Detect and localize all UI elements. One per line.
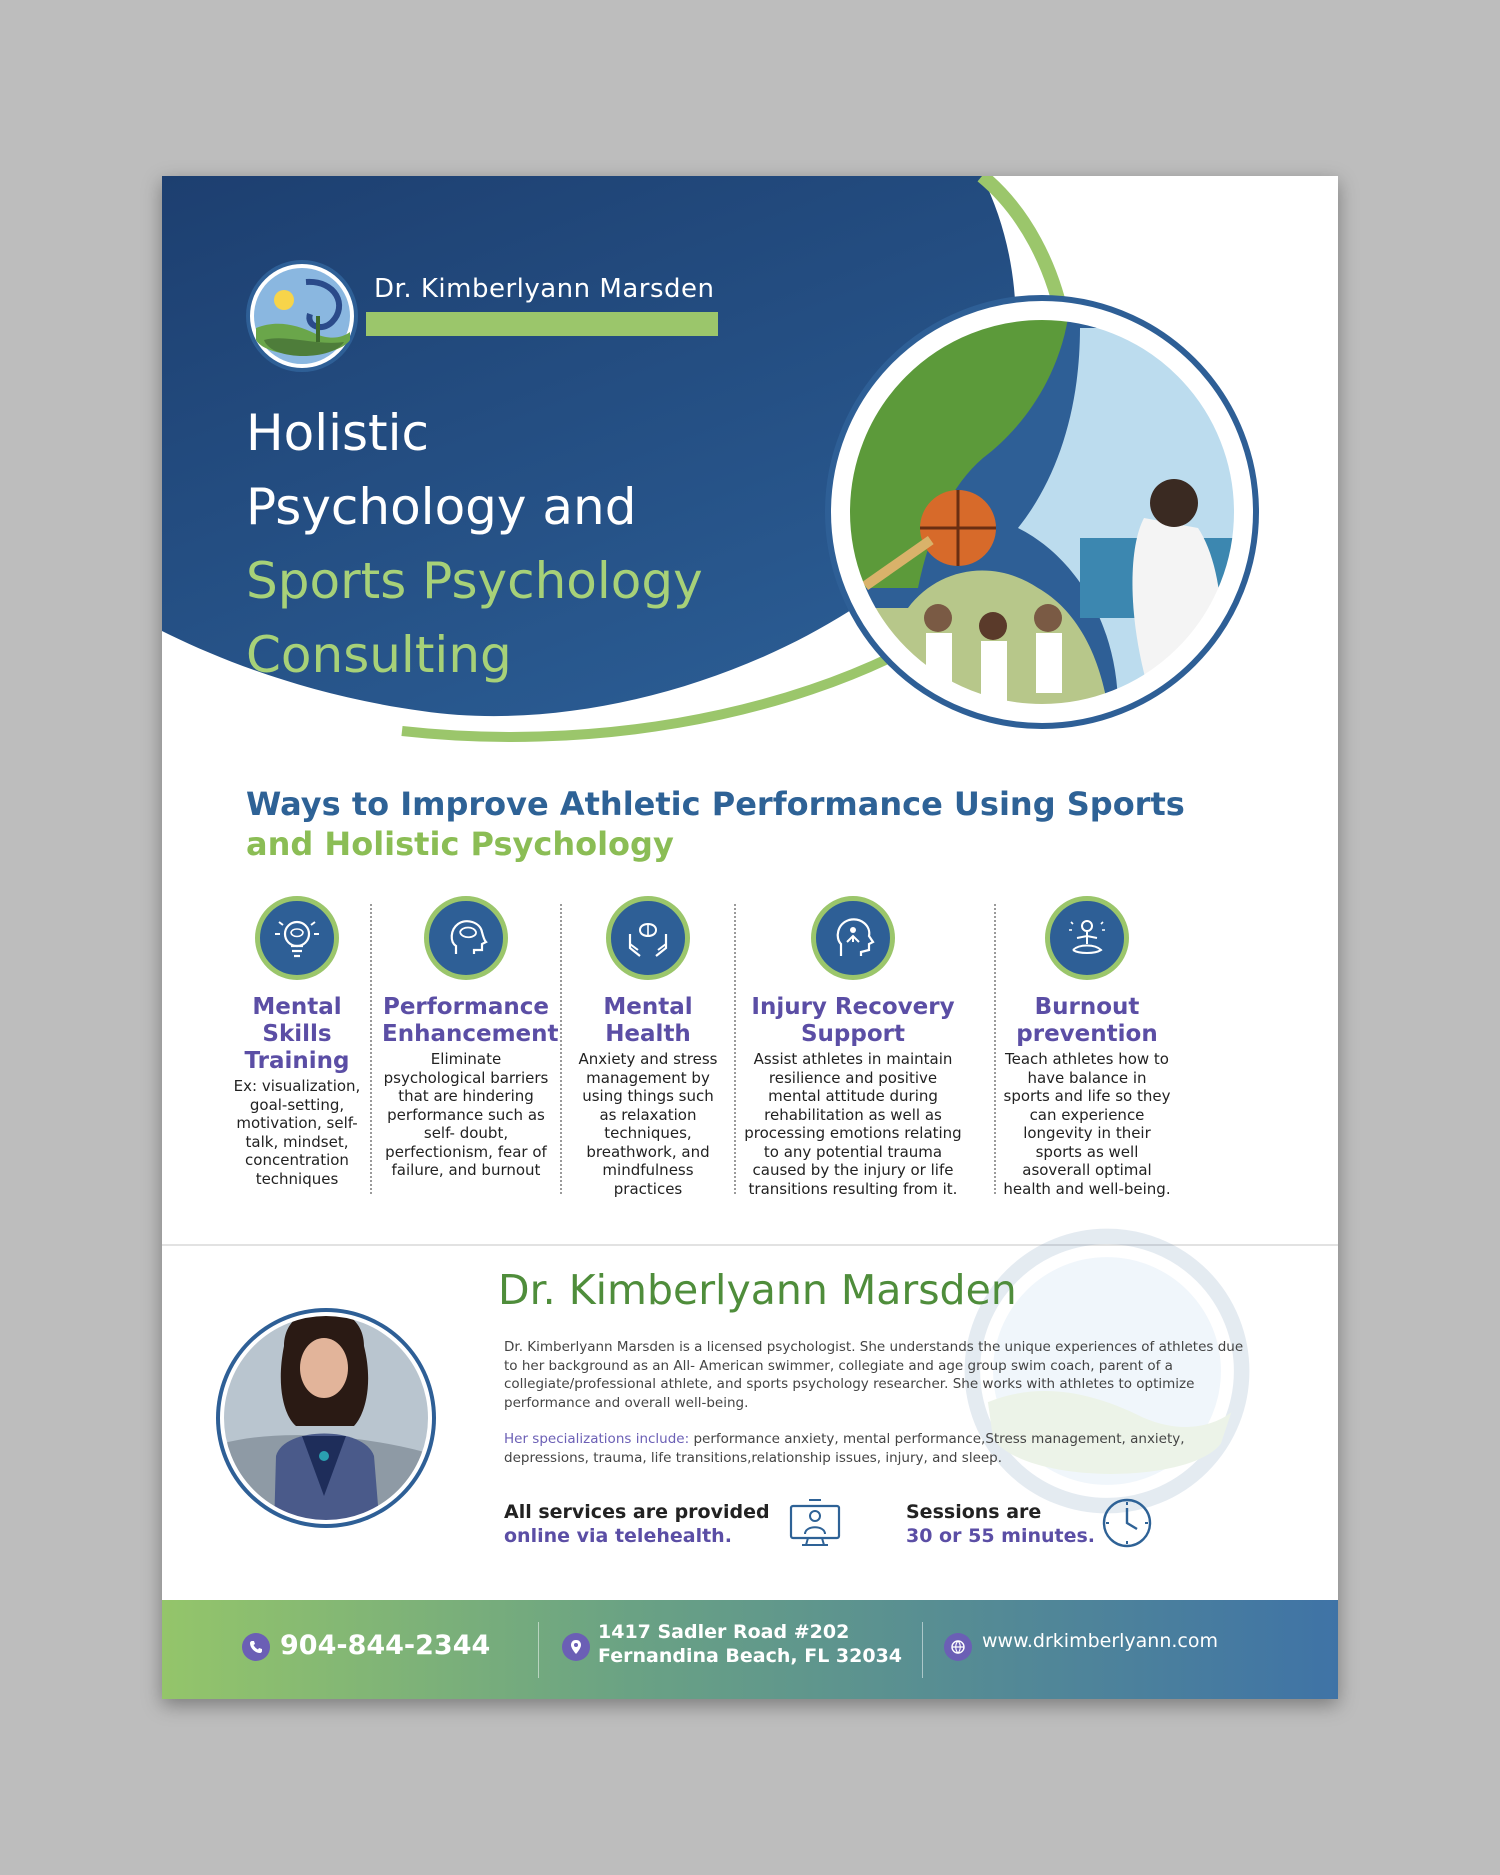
telehealth-info bbox=[504, 1500, 770, 1548]
feature-title: Mental Health bbox=[603, 994, 693, 1047]
contact-footer bbox=[162, 1600, 1338, 1699]
feature-description: Assist athletes in maintain resilience and positive mental attitude during rehabilitation as well as processing emotions relating to any potential trauma caused by the injury or life transitions resulting from it. bbox=[744, 1050, 962, 1198]
feature-injury-recovery bbox=[744, 896, 962, 1198]
headline-line-1: Holistic bbox=[246, 404, 430, 462]
feature-description: Anxiety and stress management by using things such as relaxation techniques, breathwork, and mindfulness practices bbox=[578, 1050, 718, 1198]
ways-heading-line-2: and Holistic Psychology bbox=[246, 825, 674, 863]
address-line-2: Fernandina Beach, FL 32034 bbox=[598, 1645, 903, 1667]
footer-divider bbox=[922, 1622, 923, 1678]
headline-line-2: Psychology and bbox=[246, 478, 637, 536]
clock-icon bbox=[1100, 1496, 1154, 1550]
address-line-1: 1417 Sadler Road #202 bbox=[598, 1621, 850, 1643]
feature-title: Injury Recovery Support bbox=[751, 994, 955, 1047]
column-divider bbox=[560, 904, 562, 1194]
feature-title: Mental Skills Training bbox=[244, 994, 350, 1074]
ways-heading bbox=[246, 784, 1185, 864]
column-divider bbox=[734, 904, 736, 1194]
bio-text: Dr. Kimberlyann Marsden is a licensed psychologist. She understands the unique experiences of athletes due to her background as an All- American swimmer, collegiate and age group swim coach, parent of a collegiate/professional athlete, and sports psychology researcher. She works with athletes to optimize performance and overall well-being. bbox=[504, 1339, 1244, 1411]
phone-icon bbox=[242, 1633, 270, 1661]
specializations-text: performance anxiety, mental performance,Stress management, anxiety, depressions, trauma, life transitions,relationship issues, injury, and sleep. bbox=[504, 1431, 1185, 1466]
headline-line-3: Sports Psychology bbox=[246, 552, 703, 610]
head-figure-icon bbox=[811, 896, 895, 980]
location-pin-icon bbox=[562, 1633, 590, 1661]
telehealth-value: online via telehealth. bbox=[504, 1525, 732, 1547]
phone-number[interactable]: 904-844-2344 bbox=[280, 1630, 491, 1661]
brand-name: Dr. Kimberlyann Marsden bbox=[374, 274, 715, 304]
feature-description: Ex: visualization, goal-setting, motivation, self- talk, mindset, concentration techniques bbox=[233, 1077, 361, 1188]
flyer bbox=[162, 176, 1338, 1699]
specializations-label: Her specializations include: bbox=[504, 1431, 690, 1447]
feature-mental-health bbox=[572, 896, 724, 1198]
brand-underline bbox=[366, 312, 718, 336]
sports-photo-collage bbox=[818, 288, 1266, 736]
hands-brain-icon bbox=[606, 896, 690, 980]
address bbox=[598, 1620, 902, 1668]
feature-description: Teach athletes how to have balance in sports and life so they can experience longevity in their sports as well asoverall optimal health and well-being. bbox=[1003, 1050, 1171, 1198]
column-divider bbox=[370, 904, 372, 1194]
bio-name: Dr. Kimberlyann Marsden bbox=[498, 1266, 1017, 1314]
session-value: 30 or 55 minutes. bbox=[906, 1525, 1096, 1547]
globe-icon bbox=[944, 1633, 972, 1661]
brand-logo bbox=[246, 260, 358, 372]
doctor-portrait-photo bbox=[214, 1306, 438, 1530]
feature-description: Eliminate psychological barriers that are hindering performance such as self- doubt, perfectionism, fear of failure, and burnout bbox=[383, 1050, 549, 1179]
feature-columns bbox=[232, 896, 1272, 1236]
feature-performance-enhancement bbox=[382, 896, 559, 1180]
lightbulb-brain-icon bbox=[255, 896, 339, 980]
telehealth-key: All services are provided bbox=[504, 1501, 770, 1523]
feature-title: Performance Enhancement bbox=[382, 994, 559, 1047]
headline-line-4: Consulting bbox=[246, 626, 512, 684]
ways-heading-line-1: Ways to Improve Athletic Performance Using Sports bbox=[246, 785, 1185, 823]
feature-burnout-prevention bbox=[1002, 896, 1172, 1198]
website-link[interactable]: www.drkimberlyann.com bbox=[982, 1630, 1219, 1652]
feature-title: Burnout prevention bbox=[1016, 994, 1158, 1047]
head-brain-icon bbox=[424, 896, 508, 980]
session-key: Sessions are bbox=[906, 1501, 1042, 1523]
telehealth-monitor-icon bbox=[788, 1498, 842, 1548]
column-divider bbox=[994, 904, 996, 1194]
bio-specializations bbox=[504, 1430, 1244, 1467]
session-info bbox=[906, 1500, 1095, 1548]
hero-headline bbox=[246, 396, 766, 692]
feature-mental-skills bbox=[232, 896, 362, 1188]
meditation-icon bbox=[1045, 896, 1129, 980]
footer-divider bbox=[538, 1622, 539, 1678]
